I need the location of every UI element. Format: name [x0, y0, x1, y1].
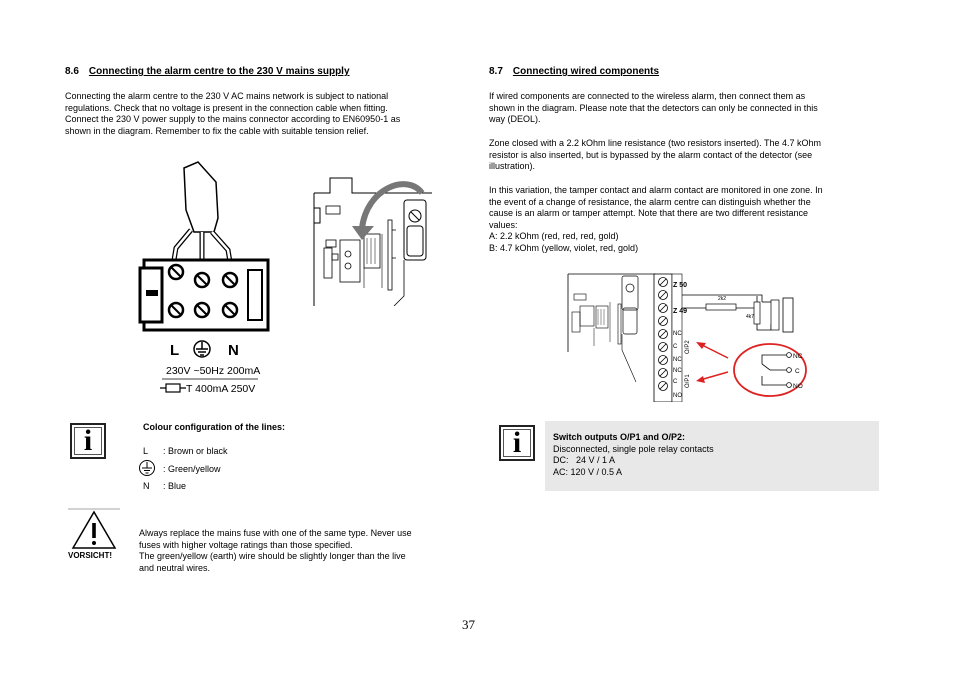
text-line: fuses with higher voltage ratings than those specified.	[139, 539, 353, 550]
label-c: C	[673, 379, 678, 385]
text-line: AC: 120 V / 0.5 A	[553, 466, 623, 477]
legend-key: L	[143, 446, 149, 456]
label-4k7: 4k7	[746, 314, 755, 320]
earth-icon	[143, 459, 163, 479]
rating-label: 230V ~50Hz 200mA	[166, 365, 261, 377]
earth-icon	[194, 341, 210, 357]
section-number: 8.7	[489, 66, 503, 77]
text-line: B: 4.7 kOhm (yellow, violet, red, gold)	[489, 242, 639, 253]
text-line: The green/yellow (earth) wire should be slightly longer than the live	[139, 551, 406, 562]
fuse-icon	[160, 384, 186, 392]
label-n: N	[228, 342, 239, 359]
text-line: DC: 24 V / 1 A	[553, 455, 616, 466]
relay-label-c: C	[795, 368, 800, 375]
text-line: shown in the diagram. Remember to fix the cable with suitable tension relief.	[65, 125, 369, 136]
warning-label: VORSICHT!	[68, 551, 112, 560]
label-c: C	[673, 344, 678, 350]
text-line: Zone closed with a 2.2 kOhm line resistance (two resistors inserted). The 4.7 kOhm	[489, 138, 821, 148]
legend-key: N	[143, 481, 150, 491]
text-line: Disconnected, single pole relay contacts	[553, 443, 714, 454]
label-l: L	[170, 342, 180, 359]
text-line: regulations. Check that no voltage is present in the connection cable when fitting.	[65, 102, 388, 113]
info-icon: i	[70, 423, 106, 459]
text-line: values:	[489, 219, 518, 230]
legend-text: : Blue	[163, 481, 187, 491]
wired-paragraph-1	[489, 91, 874, 126]
switch-outputs-text	[553, 432, 873, 478]
list-item	[143, 443, 228, 459]
warning-text	[139, 528, 459, 574]
text-line: Connecting the alarm centre to the 230 V AC mains network is subject to national	[65, 91, 389, 101]
wired-components-diagram	[566, 272, 810, 402]
alarm-centre-board-diagram	[312, 168, 436, 306]
section-number: 8.6	[65, 66, 79, 77]
text-line: way (DEOL).	[489, 114, 541, 125]
label-z49: Z 49	[673, 308, 688, 315]
info-icon: i	[499, 425, 535, 461]
text-line: cause is an alarm or tamper attempt. Note that there are two different resistance	[489, 208, 808, 219]
text-line: In this variation, the tamper contact and alarm contact are monitored in one zone. In	[489, 185, 823, 195]
legend-text: : Brown or black	[163, 446, 228, 456]
text-line: Always replace the mains fuse with one of the same type. Never use	[139, 528, 412, 538]
mains-connector-diagram	[136, 160, 286, 400]
text-line: A: 2.2 kOhm (red, red, red, gold)	[489, 231, 619, 242]
label-z50: Z 50	[673, 282, 688, 289]
text-line: If wired components are connected to the wireless alarm, then connect them as	[489, 91, 806, 101]
section-heading-8-6	[65, 66, 450, 77]
label-nc: NC	[673, 357, 682, 363]
label-2k2: 2k2	[718, 296, 727, 302]
text-line: and neutral wires.	[139, 562, 211, 573]
text-line: Connect the 230 V power supply to the mains connector according to EN60950-1 as	[65, 114, 401, 125]
page-number: 37	[462, 617, 475, 632]
label-op2: O/P2	[685, 340, 691, 354]
arrow-head-icon	[352, 226, 374, 240]
text-line: the event of a change of resistance, the alarm centre can distinguish whether the	[489, 196, 811, 207]
wired-paragraph-3	[489, 185, 874, 255]
fuse-label: T 400mA 250V	[186, 383, 256, 395]
wired-paragraph-2	[489, 138, 874, 173]
warning-triangle-icon	[68, 508, 120, 552]
section-title: Connecting the alarm centre to the 230 V mains supply	[88, 66, 350, 77]
mains-paragraph	[65, 91, 450, 137]
legend-text: : Green/yellow	[163, 464, 221, 474]
label-no: NO	[673, 393, 682, 399]
relay-label-no: NO	[793, 383, 803, 390]
list-item	[143, 461, 228, 477]
resistor-4k7	[754, 302, 760, 324]
colour-config-list	[143, 443, 228, 494]
switch-outputs-title: Switch outputs O/P1 and O/P2:	[553, 432, 686, 442]
label-nc: NC	[673, 368, 682, 374]
colour-config-title: Colour configuration of the lines:	[143, 422, 285, 432]
text-line: resistor is also inserted, but is bypassed by the alarm contact of the detector (see	[489, 149, 813, 160]
resistor-2k2	[706, 304, 736, 310]
relay-label-nc: NC	[793, 353, 803, 360]
label-nc: NC	[673, 331, 682, 337]
list-item	[143, 478, 228, 494]
text-line: illustration).	[489, 161, 536, 172]
section-title: Connecting wired components	[512, 66, 660, 77]
detector-icon	[783, 298, 793, 332]
label-op1: O/P1	[685, 374, 691, 388]
text-line: shown in the diagram. Please note that the detectors can only be connected in this	[489, 102, 818, 113]
section-heading-8-7	[489, 66, 874, 77]
arrow-icon	[696, 376, 705, 383]
